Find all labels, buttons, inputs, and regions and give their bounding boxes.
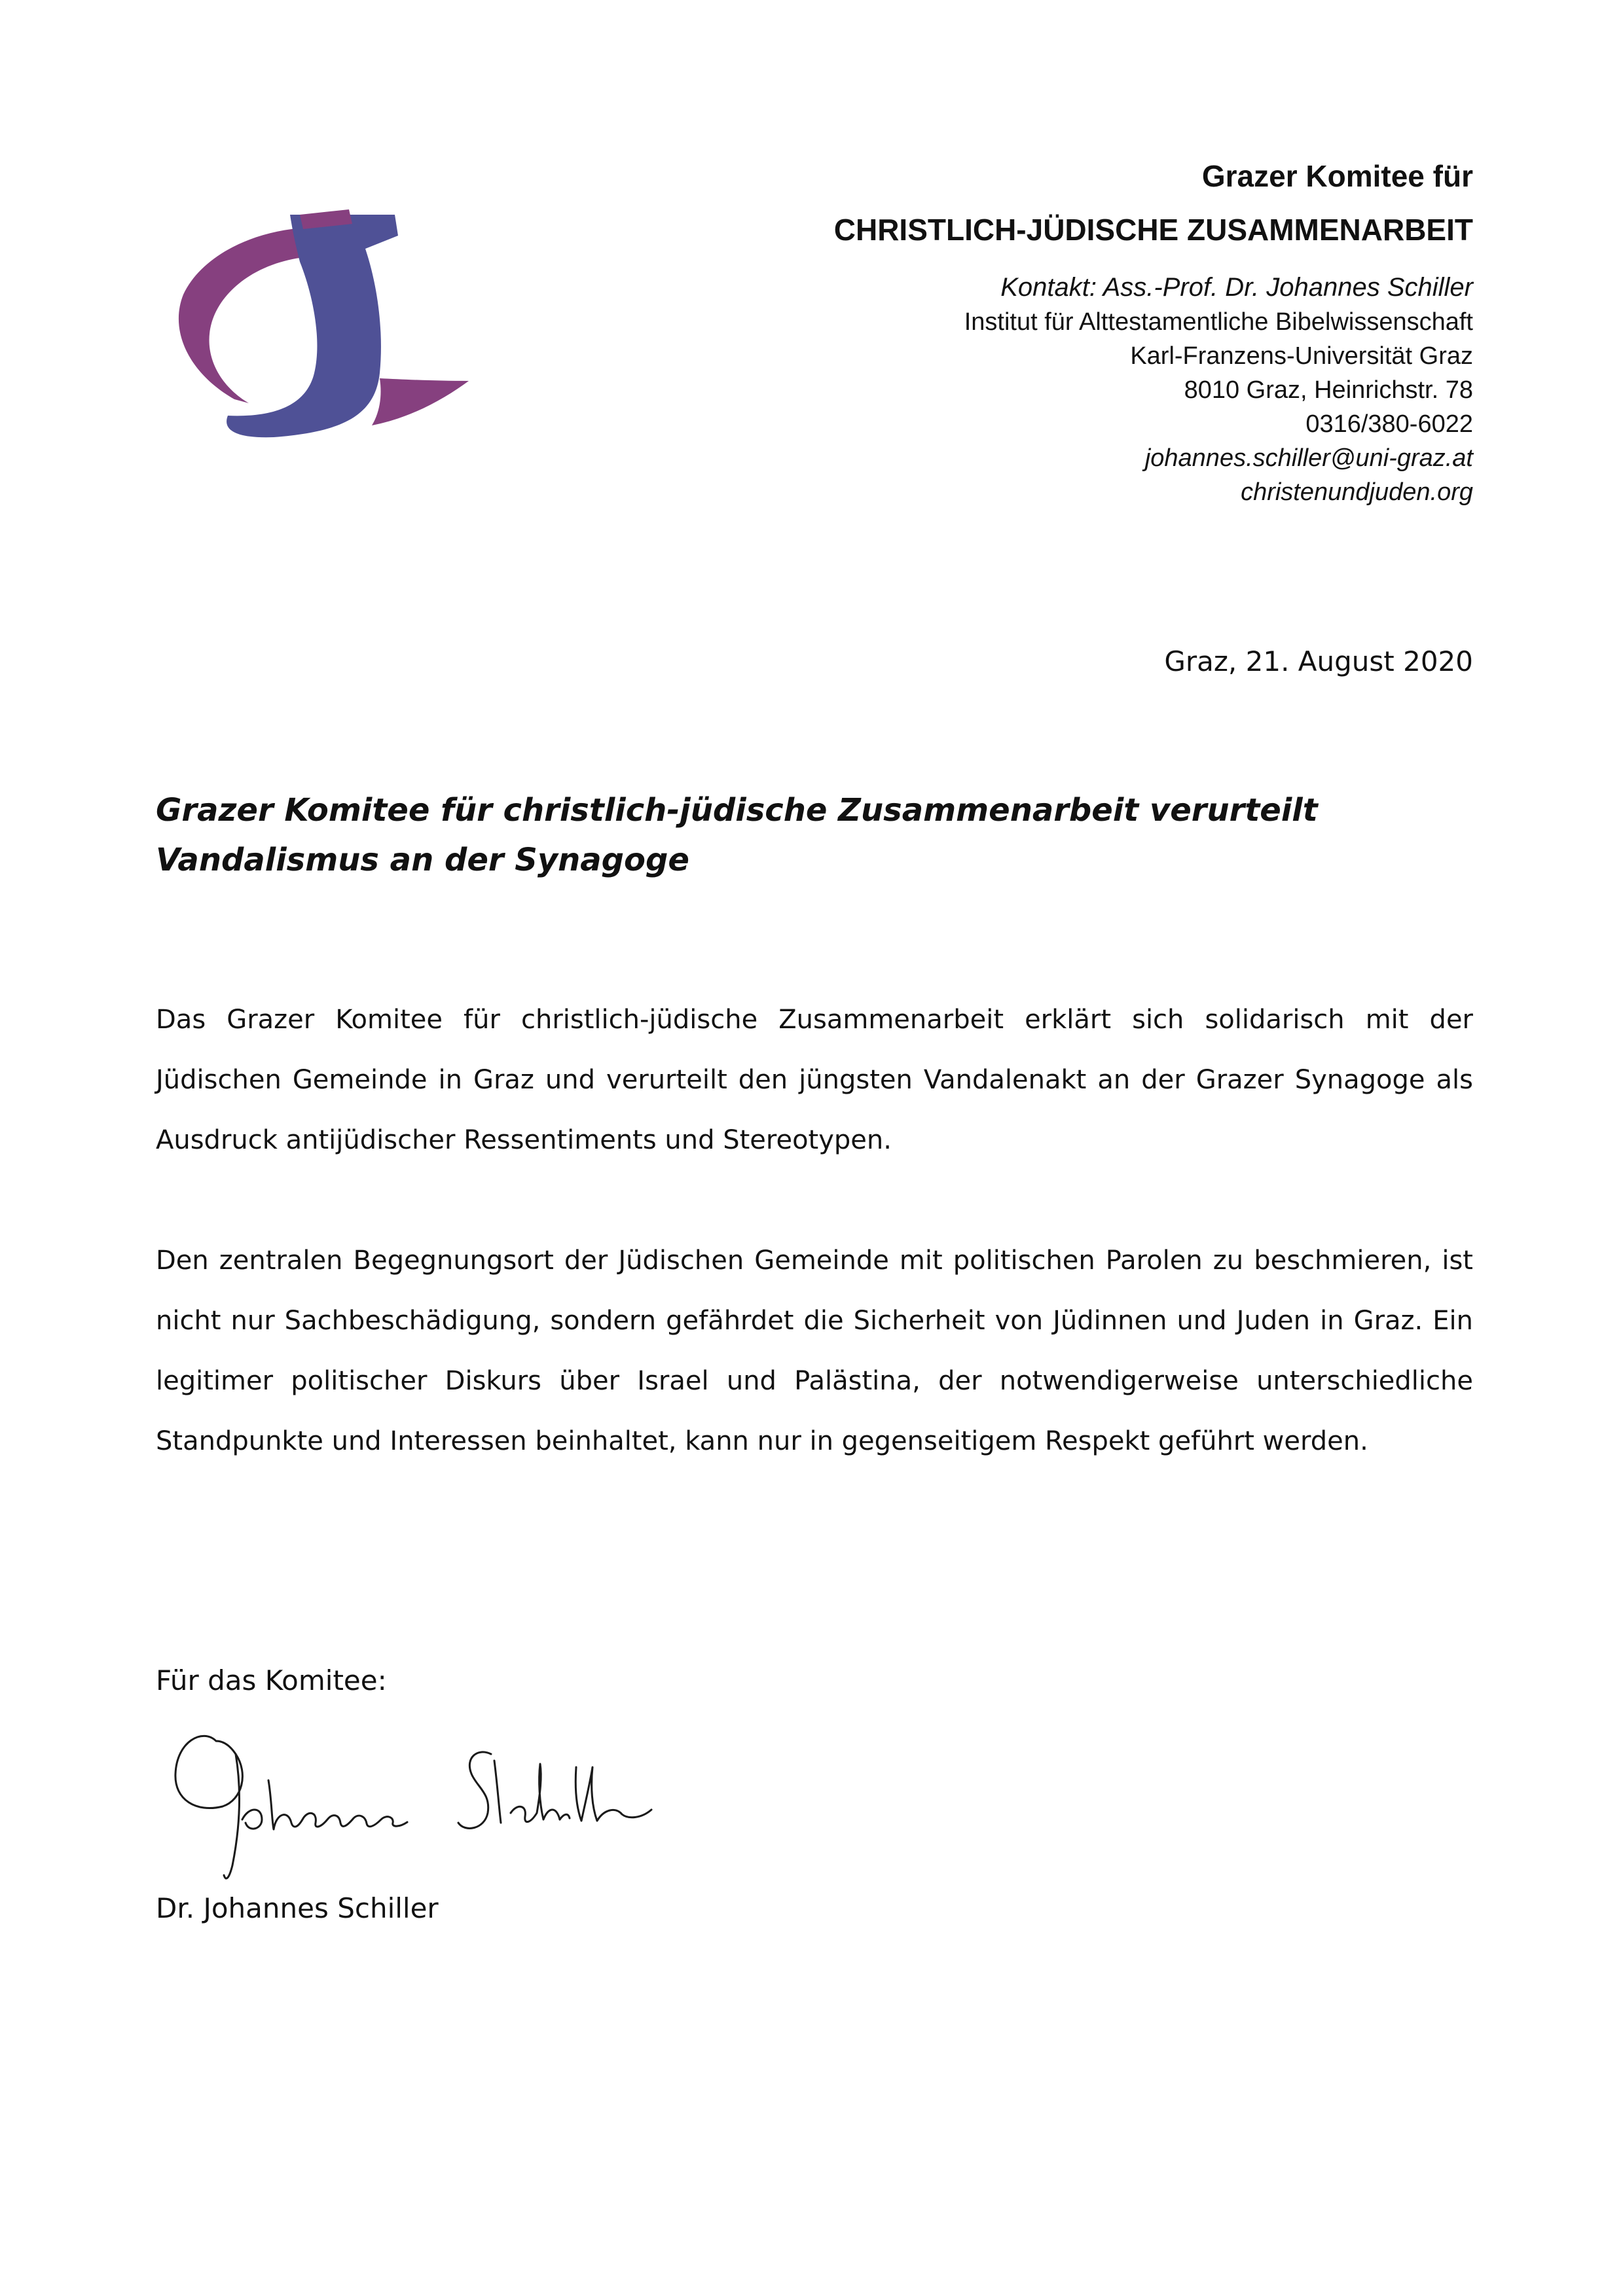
address-university: Karl-Franzens-Universität Graz <box>1130 342 1473 370</box>
letter-headline <box>156 785 1472 885</box>
handwritten-signature <box>164 1715 674 1892</box>
contact-website: christenundjuden.org <box>1241 478 1473 506</box>
committee-logo <box>175 209 477 452</box>
contact-person: Kontakt: Ass.-Prof. Dr. Johannes Schiller <box>1000 273 1473 302</box>
signer-name: Dr. Johannes Schiller <box>156 1892 439 1924</box>
organization-name-line2: CHRISTLICH-JÜDISCHE ZUSAMMENARBEIT <box>833 213 1473 247</box>
organization-name-line1: Grazer Komitee für <box>1201 159 1473 193</box>
letter-date: Graz, 21. August 2020 <box>1164 645 1473 677</box>
letterhead <box>622 156 1473 509</box>
logo-purple-tail <box>372 378 469 425</box>
body-paragraph-1: Das Grazer Komitee für christlich-jüdische Zusammenarbeit erklärt sich solidarisch mit der Jüdischen Gemeinde in Graz und verurteilt den jüngsten Vandalenakt an der Grazer Synagoge als Ausdruck antijüdischer Ressentiments und Stereotypen. <box>156 1005 1473 1155</box>
closing-line: Für das Komitee: <box>156 1664 387 1696</box>
address-phone: 0316/380-6022 <box>1305 410 1473 438</box>
headline-line2: Vandalismus an der Synagoge <box>156 842 689 878</box>
contact-email: johannes.schiller@uni-graz.at <box>1144 444 1473 472</box>
address-street: 8010 Graz, Heinrichstr. 78 <box>1184 376 1473 404</box>
body-paragraph-2: Den zentralen Begegnungsort der Jüdischen Gemeinde mit politischen Parolen zu beschmieren, ist nicht nur Sachbeschädigung, sondern gefährdet die Sicherheit von Jüdinnen und Juden in Graz. Ein legitimer politischer Diskurs über Israel und Palästina, der notwendigerweise unterschiedliche Standpunkte und Interessen beinhaltet, kann nur in gegenseitigem Respekt geführt werden. <box>156 1246 1473 1456</box>
logo-purple-crescent <box>179 228 313 403</box>
address-institute: Institut für Alttestamentliche Bibelwissenschaft <box>964 308 1473 336</box>
headline-line1: Grazer Komitee für christlich-jüdische Zusammenarbeit verurteilt <box>156 792 1318 829</box>
